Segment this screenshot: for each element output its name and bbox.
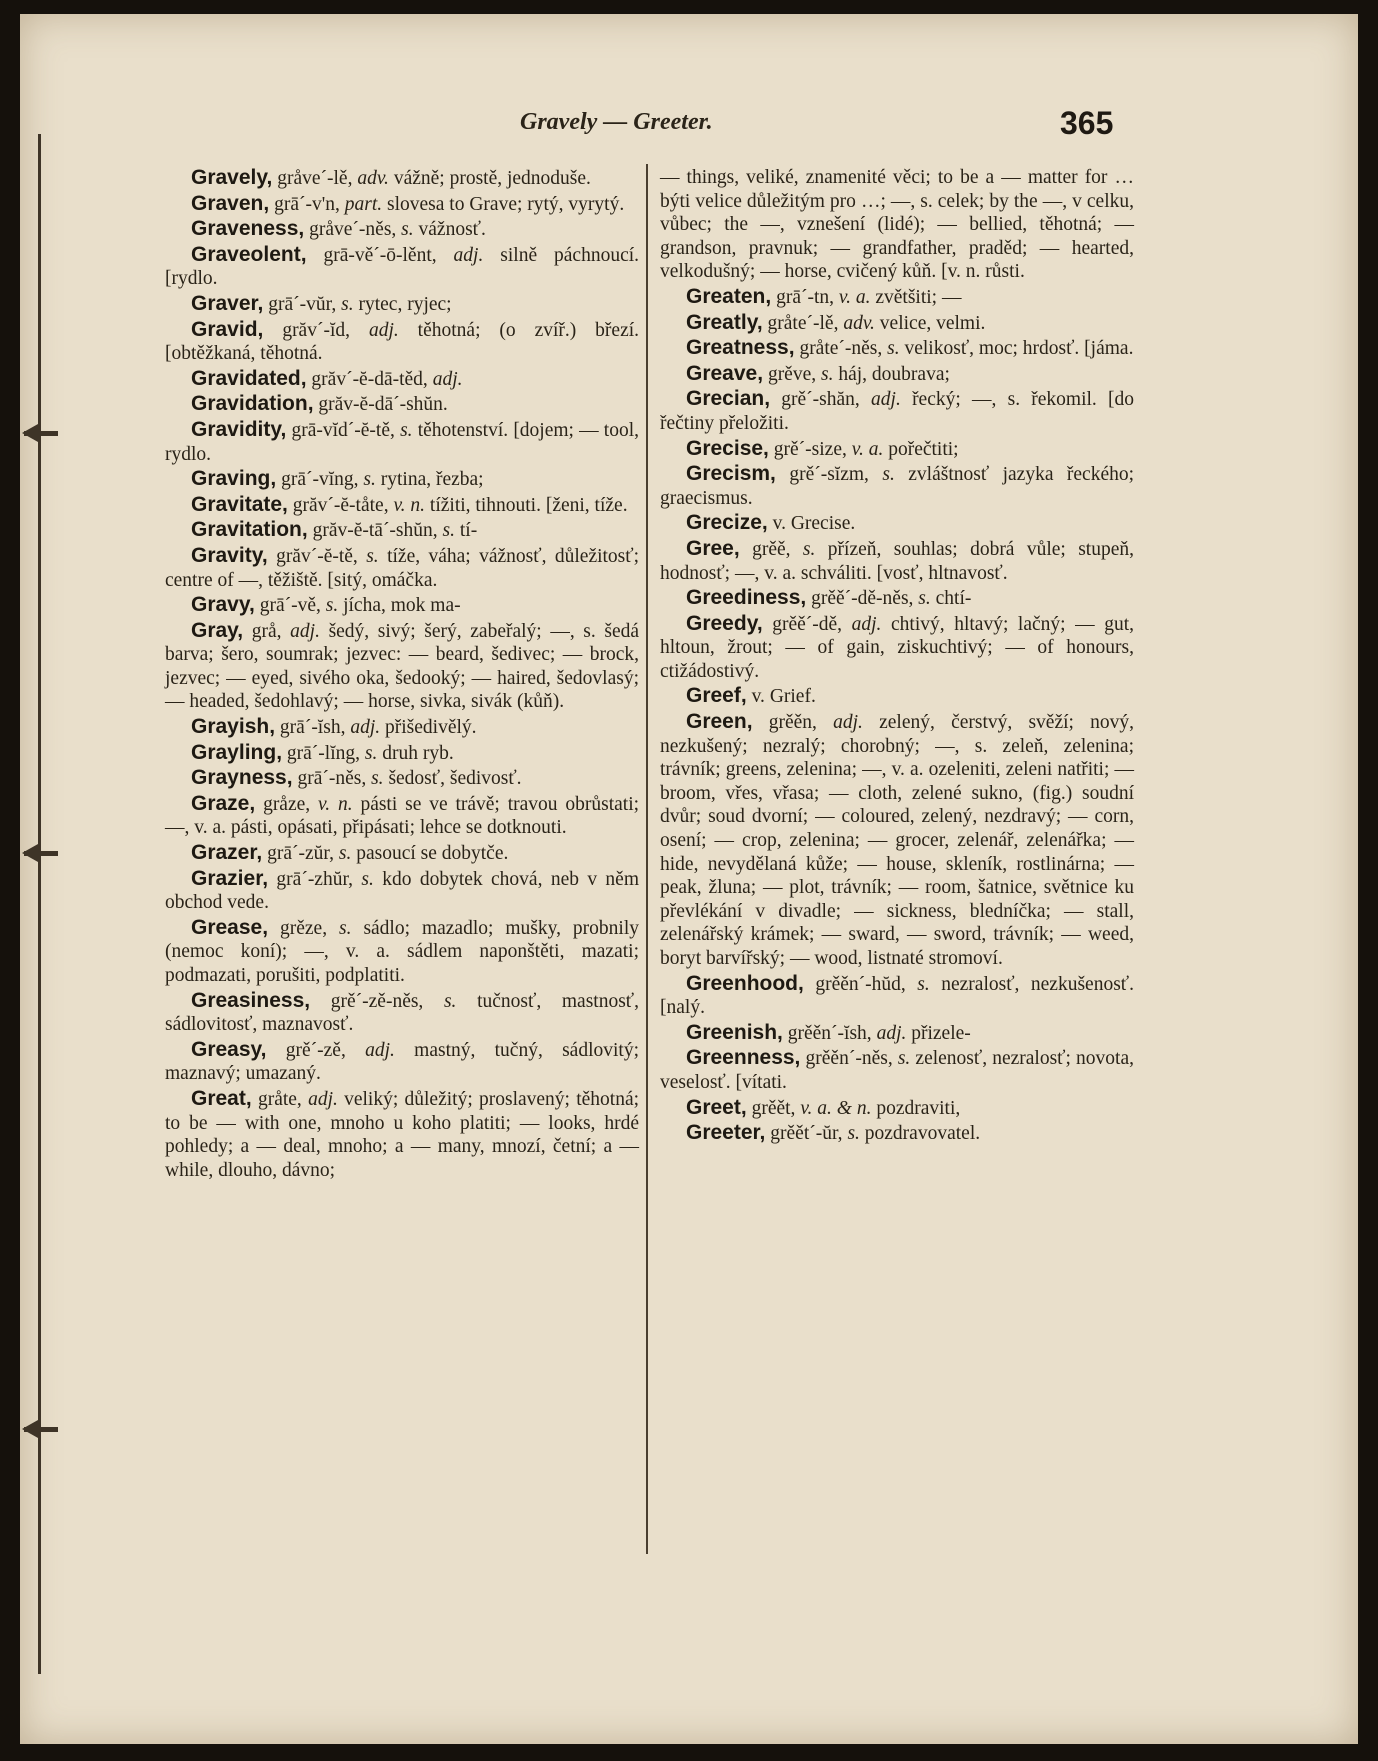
entry-definition: velikosť, moc; hrdosť. [jáma. [904, 338, 1134, 360]
entry-pronunciation: grěě´-dě, [772, 613, 843, 635]
dictionary-entry [165, 544, 639, 592]
entry-headword: Gravely, [191, 166, 273, 189]
entry-grammar-label: s. [400, 419, 413, 441]
entry-headword: Gravid, [191, 317, 264, 341]
entry-pronunciation: grěěn´-hŭd, [815, 973, 906, 995]
entry-headword: Greaten, [686, 284, 772, 308]
entry-definition: silně páchnoucí. [rydlo. [165, 244, 640, 290]
dictionary-entry [660, 612, 1134, 684]
entry-pronunciation: grěěn´-ĭsh, [787, 1022, 872, 1044]
entry-grammar-label: adj. [365, 1039, 395, 1061]
dictionary-entry [660, 1046, 1134, 1094]
entry-definition: háj, doubrava; [838, 363, 950, 385]
entry-grammar-label: s. [325, 595, 339, 617]
entry-definition: tučnosť, mastnosť, sádlovitosť, maznavosť. [165, 990, 639, 1036]
entry-definition: tí- [459, 520, 478, 542]
entry-grammar-label: adj. [871, 389, 901, 411]
margin-notch [24, 431, 58, 436]
entry-pronunciation: grě´-shăn, [781, 389, 860, 411]
entry-pronunciation: grăv-ĕ-dā´-shŭn. [318, 394, 448, 416]
dictionary-entry [660, 537, 1134, 585]
entry-pronunciation: grā´-lĭng, [286, 742, 361, 764]
dictionary-entry [165, 192, 639, 217]
entry-headword: Great, [191, 1086, 252, 1110]
dictionary-entry [165, 292, 639, 317]
entry-headword: Gravitate, [191, 492, 288, 516]
entry-pronunciation: grěze, [280, 917, 328, 939]
entry-pronunciation: gråte, [257, 1088, 302, 1110]
entry-pronunciation: grā´-vŭr, [268, 293, 337, 315]
entry-definition: vážnosť. [418, 219, 486, 241]
entry-grammar-label: s. [847, 1123, 860, 1145]
entry-definition: velice, velmi. [879, 312, 986, 334]
entry-grammar-label: v. a. [838, 286, 871, 308]
entry-grammar-label: part. [344, 193, 383, 215]
entry-definition: veliký; důležitý; proslavený; těhotná; to be — with one, mnoho u koho platiti; — looks, hrdé pohledy; a — deal, mnoho; a — many, mnozí, četní; a — while, dlouho, dávno; [165, 1088, 640, 1181]
entry-grammar-label: adj. [432, 368, 463, 390]
entry-definition: pásti se ve trávě; travou obrůstati; —, v. a. pásti, opásati, připásati; lehce se dotknouti. [165, 793, 640, 839]
entry-definition: těhotenství. [dojem; — tool, rydlo. [165, 419, 640, 465]
entry-headword: Gravidation, [191, 392, 314, 416]
entry-pronunciation: grā´-zhŭr, [276, 868, 354, 890]
entry-grammar-label: v. n. [393, 494, 426, 516]
dictionary-entry [660, 1096, 1134, 1121]
entry-grammar-label: adj. [833, 712, 863, 734]
entry-definition: tíže, váha; vážnosť, důležitosť; centre of —, těžiště. [sitý, omáčka. [165, 545, 640, 591]
entry-grammar-label: adv. [357, 168, 389, 189]
entry-headword: Greenish, [686, 1020, 783, 1044]
entry-definition: zelenosť, nezralosť; novota, veselosť. [vítati. [660, 1048, 1135, 1093]
entry-headword: Gravy, [191, 593, 255, 617]
entry-pronunciation: grě´-zě, [285, 1039, 346, 1061]
dictionary-entry [660, 1121, 1134, 1146]
entry-headword: Graze, [191, 791, 256, 815]
dictionary-entry [660, 1021, 1134, 1046]
dictionary-entry [165, 766, 639, 791]
entry-pronunciation: grěět´-ŭr, [770, 1123, 843, 1145]
entry-grammar-label: adj. [308, 1088, 338, 1110]
entry-pronunciation: gråve´-něs, [309, 219, 397, 241]
entry-pronunciation: grě´-size, [773, 438, 847, 460]
page-number: 365 [1060, 105, 1114, 141]
entry-pronunciation: grā´-zŭr, [267, 843, 334, 865]
dictionary-entry [165, 1038, 639, 1086]
entry-headword: Greeter, [686, 1121, 766, 1145]
dictionary-entry [660, 166, 1134, 284]
dictionary-entry [165, 166, 639, 191]
entry-definition: zvláštnosť jazyka řeckého; graecismus. [660, 464, 1135, 509]
entry-pronunciation: grě´-zě-něs, [330, 990, 424, 1012]
entry-grammar-label: s. [401, 219, 414, 241]
dictionary-entry [165, 392, 639, 417]
entry-grammar-label: adj. [290, 620, 320, 642]
entry-grammar-label: s. [364, 742, 378, 764]
entry-pronunciation: grā´-něs, [297, 768, 367, 790]
entry-grammar-label: v. a. [851, 438, 884, 460]
dictionary-entry [660, 710, 1134, 971]
entry-definition: rytina, řezba; [380, 469, 484, 491]
entry-pronunciation: grăv´-ĕ-dā-těd, [311, 368, 428, 390]
dictionary-entry [165, 619, 639, 714]
entry-grammar-label: adj. [368, 319, 399, 341]
entry-headword: Grecism, [686, 462, 776, 486]
entry-grammar-label: s. [442, 520, 455, 542]
entry-headword: Greediness, [686, 586, 807, 610]
entry-pronunciation: grěěn´-něs, [805, 1048, 893, 1070]
entry-pronunciation: grā´-vĭng, [281, 469, 359, 491]
dictionary-entry [165, 518, 639, 543]
entry-pronunciation: v. [772, 513, 786, 535]
entry-definition: přízeň, souhlas; dobrá vůle; stupeň, hodnosť; —, v. a. schváliti. [vosť, hltnavosť. [660, 538, 1135, 584]
entry-grammar-label: s. [802, 538, 816, 560]
dictionary-entry [165, 741, 639, 766]
entry-definition: zvětšiti; — [875, 286, 962, 308]
column-divider [646, 164, 648, 1554]
right-column [660, 166, 1134, 1147]
entry-headword: Grazer, [191, 841, 263, 865]
entry-pronunciation: grăv´-ĭd, [282, 319, 350, 341]
dictionary-entry [165, 367, 639, 392]
entry-pronunciation: gråte´-lě, [767, 312, 839, 334]
dictionary-entry [165, 418, 639, 466]
entry-definition: řecký; —, s. řekomil. [do řečtiny přeložiti. [660, 389, 1135, 434]
entry-pronunciation: gråte´-něs, [799, 338, 883, 360]
entry-definition: chtivý, hltavý; lačný; — gut, hltoun, žrout; — of gain, ziskuchtivý; — of honours, ctižádostivý. [660, 613, 1135, 682]
entry-pronunciation: grā-vě´-ō-lěnt, [323, 244, 437, 266]
entry-headword: Greatness, [686, 336, 795, 360]
dictionary-entry [660, 336, 1134, 361]
entry-definition: pozdraviti, [876, 1097, 961, 1119]
dictionary-entry [165, 467, 639, 492]
dictionary-entry [660, 462, 1134, 510]
margin-rule [38, 134, 41, 1674]
entry-grammar-label: adj. [876, 1022, 907, 1044]
entry-definition: Grecise. [790, 513, 856, 535]
entry-pronunciation: grā´-tn, [776, 286, 835, 308]
dictionary-entry [660, 362, 1134, 387]
entry-grammar-label: s. [918, 588, 931, 610]
entry-headword: Grecize, [686, 511, 768, 535]
entry-headword: Greet, [686, 1095, 747, 1119]
entry-grammar-label: s. [339, 917, 352, 939]
dictionary-entry [660, 972, 1134, 1020]
dictionary-entry [660, 285, 1134, 310]
entry-headword: Gree, [686, 536, 740, 560]
entry-headword: Gravidated, [191, 366, 307, 390]
entry-headword: Grayish, [191, 715, 276, 739]
entry-pronunciation: gråve´-lě, [277, 168, 353, 189]
entry-headword: Greef, [686, 684, 747, 708]
entry-headword: Graveness, [191, 217, 305, 241]
entry-headword: Gravidity, [191, 417, 287, 441]
entry-definition: těhotná; (o zvíř.) březí. [obtěžkaná, těhotná. [165, 319, 640, 365]
entry-headword: Greasiness, [191, 988, 311, 1012]
entry-grammar-label: adj. [453, 244, 484, 266]
entry-pronunciation: grěět, [751, 1097, 796, 1119]
entry-grammar-label: s. [882, 464, 895, 486]
left-column [165, 166, 639, 1183]
entry-pronunciation: grăv´-ĕ-tě, [276, 545, 358, 567]
entry-pronunciation: grăv-ĕ-tā´-shŭn, [312, 520, 438, 542]
dictionary-entry [660, 684, 1134, 709]
entry-pronunciation: grā´-vě, [259, 595, 321, 617]
entry-headword: Grayling, [191, 740, 283, 764]
dictionary-entry [165, 841, 639, 866]
entry-headword: Graven, [191, 191, 270, 215]
entry-definition: šedosť, šedivosť. [388, 768, 522, 790]
entry-headword: Grease, [191, 915, 269, 939]
entry-grammar-label: v. n. [318, 793, 353, 815]
running-head [20, 105, 1358, 141]
entry-headword: Graveolent, [191, 242, 307, 266]
entry-grammar-label: s. [366, 545, 379, 567]
entry-headword: Greenhood, [686, 971, 804, 995]
entry-definition: mastný, tučný, sádlovitý; maznavý; umazaný. [165, 1039, 640, 1085]
entry-definition: pozdravovatel. [864, 1123, 981, 1145]
dictionary-entry [165, 867, 639, 915]
entry-grammar-label: s. [887, 338, 900, 360]
entry-definition: druh ryb. [382, 742, 454, 764]
entry-pronunciation: gråze, [263, 793, 311, 815]
entry-pronunciation: grā´-v'n, [274, 193, 340, 215]
dictionary-entry [165, 243, 639, 291]
entry-grammar-label: s. [371, 768, 384, 790]
dictionary-entry [165, 916, 639, 988]
entry-grammar-label: s. [897, 1048, 911, 1070]
entry-headword: Greave, [686, 361, 764, 385]
entry-pronunciation: grěěn, [768, 712, 817, 734]
entry-definition: kdo dobytek chová, neb v něm obchod vede. [165, 868, 640, 914]
entry-headword: Gravitation, [191, 518, 308, 542]
dictionary-entry [660, 387, 1134, 435]
entry-definition: — things, veliké, znamenité věci; to be a — matter for … býti velice důležitým pro …; —, s. celek; by the —, v celku, vůbec; the —, vznešení (lidé); — bellied, těhotná; — grandson, pravnuk; — grandfather, praděd; — hearted, velkodušný; — horse, cvičený kůň. [v. n. růsti. [660, 167, 1134, 283]
dictionary-entry [165, 989, 639, 1037]
entry-grammar-label: adj. [350, 717, 381, 739]
entry-pronunciation: grěve, [767, 363, 817, 385]
entry-pronunciation: grěě, [752, 538, 791, 560]
entry-definition: přizele- [911, 1022, 971, 1044]
dictionary-entry [660, 586, 1134, 611]
entry-pronunciation: grā-vĭd´-ĕ-tě, [291, 419, 395, 441]
entry-headword: Graving, [191, 467, 277, 491]
entry-grammar-label: v. a. & n. [800, 1097, 872, 1119]
dictionary-entry [660, 311, 1134, 336]
entry-headword: Greatly, [686, 310, 763, 334]
entry-grammar-label: adv. [843, 312, 875, 334]
entry-headword: Grayness, [191, 766, 293, 790]
entry-headword: Graver, [191, 291, 264, 315]
entry-grammar-label: s. [821, 363, 834, 385]
entry-grammar-label: s. [363, 469, 376, 491]
entry-definition: tížiti, tihnouti. [ženi, tíže. [429, 494, 628, 516]
entry-definition: Grief. [769, 686, 816, 708]
entry-headword: Gravity, [191, 543, 268, 567]
entry-definition: pasoucí se dobytče. [356, 843, 509, 865]
dictionary-entry [165, 792, 639, 840]
entry-definition: sádlo; mazadlo; mušky, probnily (nemoc koní); —, v. a. sádlem naponštěti, mazati; podmazati, porušiti, podplatiti. [165, 917, 639, 986]
entry-pronunciation: grā´-ĭsh, [279, 717, 346, 739]
entry-definition: přišedivělý. [385, 717, 477, 739]
entry-headword: Greenness, [686, 1046, 801, 1070]
margin-notch [24, 851, 58, 856]
entry-headword: Grazier, [191, 866, 269, 890]
entry-headword: Green, [686, 710, 753, 734]
entry-headword: Grecise, [686, 436, 769, 460]
entry-pronunciation: grå, [251, 620, 282, 642]
entry-grammar-label: s. [361, 868, 374, 890]
entry-definition: vážně; prostě, jednoduše. [393, 168, 591, 189]
dictionary-page [20, 14, 1358, 1744]
entry-definition: jícha, mok ma- [343, 595, 461, 617]
entry-definition: zelený, čerstvý, svěží; nový, nezkušený; nezralý; chorobný; —, s. zeleň, zelenina; trávník; greens, zelenina; —, v. a. ozeleniti, zeleni natřiti; — broom, vřes, vřasa; — cloth, zelené sukno, (fig.) soudní dvůr; soud dvorní; — coloured, zelený, nezdravý; — corn, osení; — crop, zelenina; — grocer, zelenář, zelenářka; — hide, nevydělaná kůže; — house, skleník, rostlinárna; — peak, žluna; — plot, trávník; — room, šatnice, světnice ku převlékání v divadle; — sickness, bledníčka; — stall, zelenářský krámek; — sward, — sword, trávník; — weed, boryt barvířský; — wood, listnaté stromoví. [660, 712, 1135, 969]
entry-definition: nezralosť, nezkušenosť. [nalý. [660, 973, 1135, 1019]
dictionary-entry [660, 511, 1134, 536]
dictionary-entry [165, 493, 639, 518]
entry-definition: pořečtiti; [888, 438, 959, 460]
dictionary-entry [165, 1087, 639, 1182]
entry-grammar-label: s. [917, 973, 930, 995]
entry-pronunciation: grě´-sĭzm, [789, 464, 869, 486]
entry-definition: chtí- [935, 588, 972, 610]
entry-grammar-label: s. [443, 990, 457, 1012]
dictionary-entry [165, 715, 639, 740]
dictionary-entry [165, 318, 639, 366]
entry-definition: šedý, sivý; šerý, zabeřalý; —, s. šedá barva; šero, soumrak; jezvec: — beard, šedivec; — brock, jezvec; — eyed, sivého oka, šedooký; — haired, šedovlasý; — headed, šedohlavý; — horse, sivka, sivák (kůň). [165, 620, 640, 713]
entry-pronunciation: grăv´-ĕ-tåte, [292, 494, 389, 516]
entry-grammar-label: s. [338, 843, 352, 865]
running-head-title: Gravely — Greeter. [520, 109, 713, 135]
margin-notch [24, 1427, 58, 1432]
entry-grammar-label: s. [341, 293, 354, 315]
entry-headword: Grecian, [686, 387, 771, 411]
entry-headword: Greedy, [686, 611, 763, 635]
entry-definition: rytec, ryjec; [358, 293, 452, 315]
entry-headword: Gray, [191, 618, 244, 642]
entry-grammar-label: adj. [851, 613, 882, 635]
entry-pronunciation: grěě´-dě-něs, [811, 588, 914, 610]
entry-pronunciation: v. [751, 686, 765, 708]
dictionary-entry [660, 437, 1134, 462]
entry-definition: slovesa to Grave; rytý, vyrytý. [387, 193, 625, 215]
entry-headword: Greasy, [191, 1037, 267, 1061]
dictionary-entry [165, 593, 639, 618]
dictionary-entry [165, 217, 639, 242]
